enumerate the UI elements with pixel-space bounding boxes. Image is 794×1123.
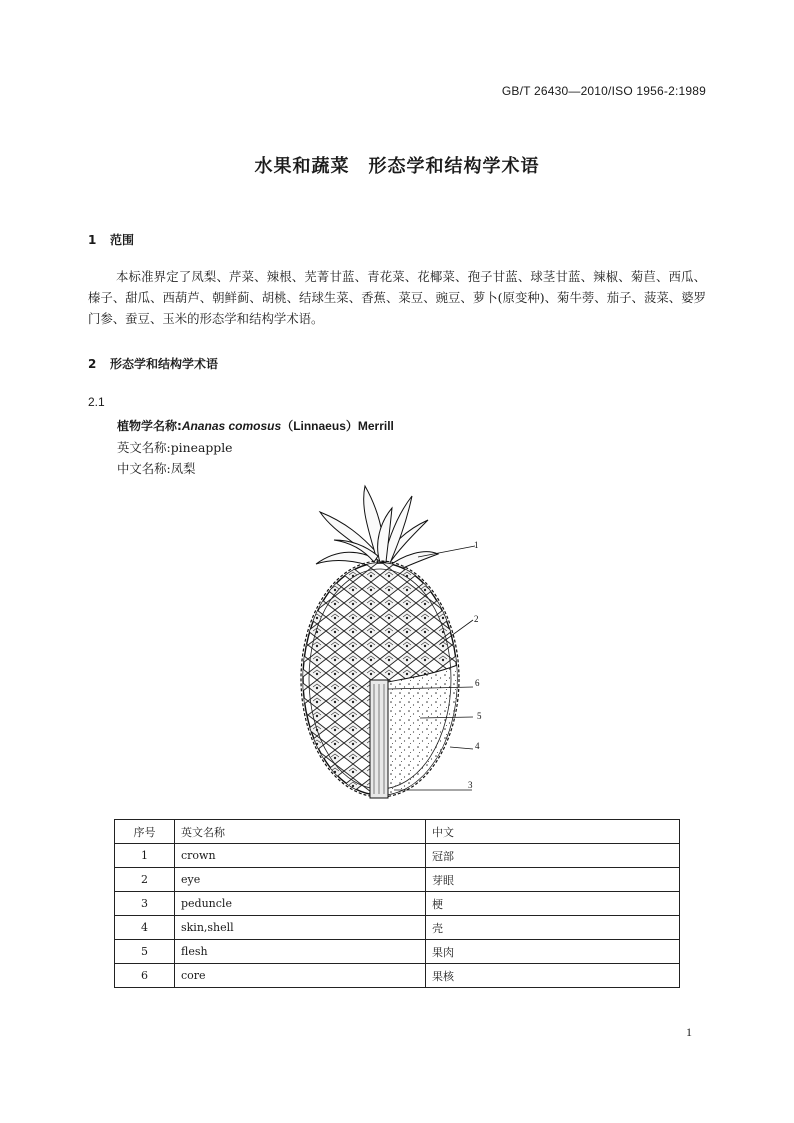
table-row xyxy=(115,892,680,916)
scope-paragraph: 本标准界定了凤梨、芹菜、辣根、芜菁甘蓝、青花菜、花椰菜、孢子甘蓝、球茎甘蓝、辣椒、菊苣、西瓜、榛子、甜瓜、西葫芦、朝鲜蓟、胡桃、结球生菜、香蕉、菜豆、豌豆、萝卜(原变种)、菊牛蒡、茄子、菠菜、婆罗门参、蚕豆、玉米的形态学和结构学术语。 xyxy=(88,269,706,326)
terms-table xyxy=(114,819,680,988)
botanical-name-line xyxy=(117,417,394,434)
pineapple-diagram xyxy=(290,484,520,804)
header-english: 英文名称 xyxy=(175,820,426,844)
botanical-genus-species: Ananas comosus xyxy=(181,419,282,433)
page-number: 1 xyxy=(686,1025,692,1039)
document-title: 水果和蔬菜 形态学和结构学术语 xyxy=(254,156,540,177)
botanical-author: （Linnaeus）Merrill xyxy=(281,419,394,433)
row-serial: 4 xyxy=(115,916,175,940)
section-2-title: 形态学和结构学术语 xyxy=(110,357,219,371)
callout-4: 4 xyxy=(475,741,480,751)
row-english: crown xyxy=(175,844,426,868)
item-number: 2.1 xyxy=(88,395,105,409)
row-serial: 6 xyxy=(115,964,175,988)
table-row xyxy=(115,844,680,868)
row-serial: 5 xyxy=(115,940,175,964)
row-chinese: 梗 xyxy=(426,892,680,916)
row-chinese: 果核 xyxy=(426,964,680,988)
botanical-name-label: 植物学名称: xyxy=(117,419,182,433)
callout-2: 2 xyxy=(474,614,479,624)
botanical-name-value xyxy=(182,419,394,433)
english-name-line: 英文名称:pineapple xyxy=(117,440,233,455)
header-serial: 序号 xyxy=(115,820,175,844)
section-1-number: 1 xyxy=(88,233,97,247)
row-chinese: 冠部 xyxy=(426,844,680,868)
row-chinese: 果肉 xyxy=(426,940,680,964)
section-1-title: 范围 xyxy=(110,233,135,247)
table-header-row xyxy=(115,820,680,844)
row-english: core xyxy=(175,964,426,988)
callout-6: 6 xyxy=(475,678,480,688)
row-chinese: 芽眼 xyxy=(426,868,680,892)
row-chinese: 壳 xyxy=(426,916,680,940)
section-2-number: 2 xyxy=(88,357,97,371)
table-row xyxy=(115,868,680,892)
callout-3: 3 xyxy=(468,780,473,790)
section-1-heading xyxy=(88,231,134,248)
section-2-heading xyxy=(88,355,218,372)
row-serial: 3 xyxy=(115,892,175,916)
chinese-name-line: 中文名称:凤梨 xyxy=(117,461,196,476)
table-row xyxy=(115,916,680,940)
callout-1: 1 xyxy=(474,540,479,550)
table-row xyxy=(115,940,680,964)
table-row xyxy=(115,964,680,988)
row-english: flesh xyxy=(175,940,426,964)
row-serial: 2 xyxy=(115,868,175,892)
header-chinese: 中文 xyxy=(426,820,680,844)
row-english: skin,shell xyxy=(175,916,426,940)
row-english: peduncle xyxy=(175,892,426,916)
row-serial: 1 xyxy=(115,844,175,868)
callout-5: 5 xyxy=(477,711,482,721)
standard-code: GB/T 26430—2010/ISO 1956-2:1989 xyxy=(501,84,706,98)
row-english: eye xyxy=(175,868,426,892)
